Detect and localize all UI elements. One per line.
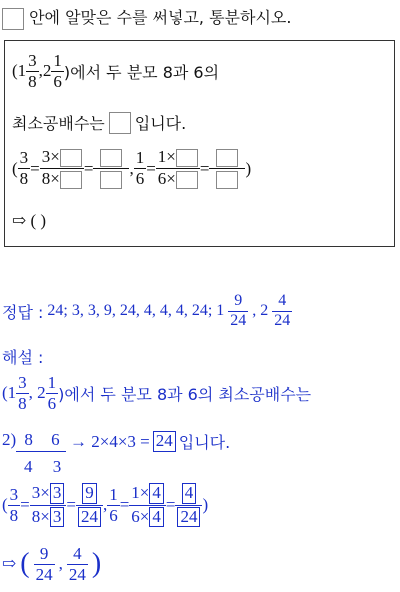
- answer-label: 정답 :: [2, 302, 44, 322]
- quotient-b: 3: [52, 457, 62, 476]
- line1-suffix: )에서 두 분모 8과 6의: [63, 62, 220, 82]
- question-line-1: ( 1 $\frac{3}{8}$ , 2 $\frac{1}{6}$ )에서 두 분모 8과 6의: [12, 51, 220, 91]
- fraction: $\frac{9}{24}$: [230, 292, 247, 329]
- question-line-4: ⇨ ( ): [12, 211, 47, 230]
- explanation-suffix: )에서 두 분모 8과 6의 최소공배수는: [58, 384, 312, 404]
- question-line-3: ( $\frac{3}{8}$ = $\frac{3\times}{8\times}$ = , $\frac{1}{6}$ = $\frac{1\times}{6\times}$ = ): [12, 147, 252, 189]
- fraction: $\frac{4}{24}$: [274, 292, 291, 329]
- fraction: $\frac{1}{6}$: [135, 148, 145, 189]
- fraction: $\frac{3}{8}$: [28, 51, 37, 91]
- fraction-blank: [209, 148, 245, 189]
- question-line-2: [12, 111, 186, 134]
- fraction: $\frac{4}{24}$: [68, 544, 86, 584]
- answer-blank: [2, 8, 24, 30]
- fraction: $\frac{9}{24}$: [35, 544, 53, 584]
- fraction: $\frac{1}{6}$: [47, 373, 57, 413]
- division-rule: [16, 451, 66, 452]
- fraction: $\frac{3}{8}$: [9, 484, 19, 525]
- line2-suffix: 입니다.: [134, 114, 187, 133]
- explanation-label: 해설 :: [2, 348, 44, 367]
- lcm-suffix: 입니다.: [178, 433, 231, 452]
- explanation-conversion: ( $\frac{3}{8}$ = $\frac{3\times 3}{8\times 3}$ = $\frac{9}{24}$ , $\frac{1}{6}$ = $\frac{1\times 4}{6\times 4}$ = $\frac{4}{24}$ ): [2, 483, 209, 526]
- line2-prefix: 최소공배수는: [12, 114, 105, 133]
- lcm-blank: [109, 112, 131, 134]
- answer-line: 정답 : 24; 3, 3, 9, 24, 4, 4, 4, 24; 1 $\frac{9}{24}$ , 2 $\frac{4}{24}$: [2, 292, 291, 329]
- mixed-whole: 1: [17, 61, 27, 81]
- instruction-text: 안에 알맞은 수를 써넣고, 통분하시오.: [29, 8, 292, 27]
- instruction-line: [2, 5, 291, 30]
- fraction-result: $\frac{4}{24}$: [175, 483, 202, 527]
- answer-values: 24; 3, 3, 9, 24, 4, 4, 4, 24; 1: [47, 302, 225, 320]
- fraction-multiply: $\frac{1\times 4}{6\times 4}$: [129, 483, 166, 527]
- fraction: $\frac{3}{8}$: [18, 373, 27, 413]
- fraction-multiply: $\frac{3\times}{8\times}$: [40, 148, 84, 189]
- fraction-blank: [93, 148, 129, 189]
- division-ladder: 2) 8 6: [2, 430, 60, 449]
- dividend-b: 6: [51, 430, 60, 449]
- fraction-result: $\frac{9}{24}$: [76, 483, 103, 527]
- fraction-multiply: $\frac{3\times 3}{8\times 3}$: [30, 483, 67, 527]
- fraction-multiply: $\frac{1\times}{6\times}$: [156, 148, 200, 189]
- lcm-line: [70, 430, 230, 453]
- mixed-whole: 2: [260, 302, 269, 320]
- fraction: $\frac{1}{6}$: [53, 51, 62, 91]
- fraction: $\frac{1}{6}$: [109, 484, 118, 525]
- mixed-whole: 2: [42, 61, 52, 81]
- quotient-a: 4: [24, 457, 33, 476]
- explanation-line-1: ( 1 $\frac{3}{8}$ , 2 $\frac{1}{6}$ )에서 두 분모 8과 6의 최소공배수는: [2, 373, 312, 413]
- dividend-a: 8: [24, 430, 33, 449]
- final-result: ⇨ ( $\frac{9}{24}$ , $\frac{4}{24}$ ): [2, 544, 102, 584]
- lcm-value: 24: [153, 431, 176, 452]
- lcm-calc: → 2×4×3 =: [70, 431, 150, 451]
- division-quotients: [24, 457, 61, 477]
- fraction: $\frac{3}{8}$: [19, 148, 29, 189]
- divisor: 2: [2, 430, 11, 449]
